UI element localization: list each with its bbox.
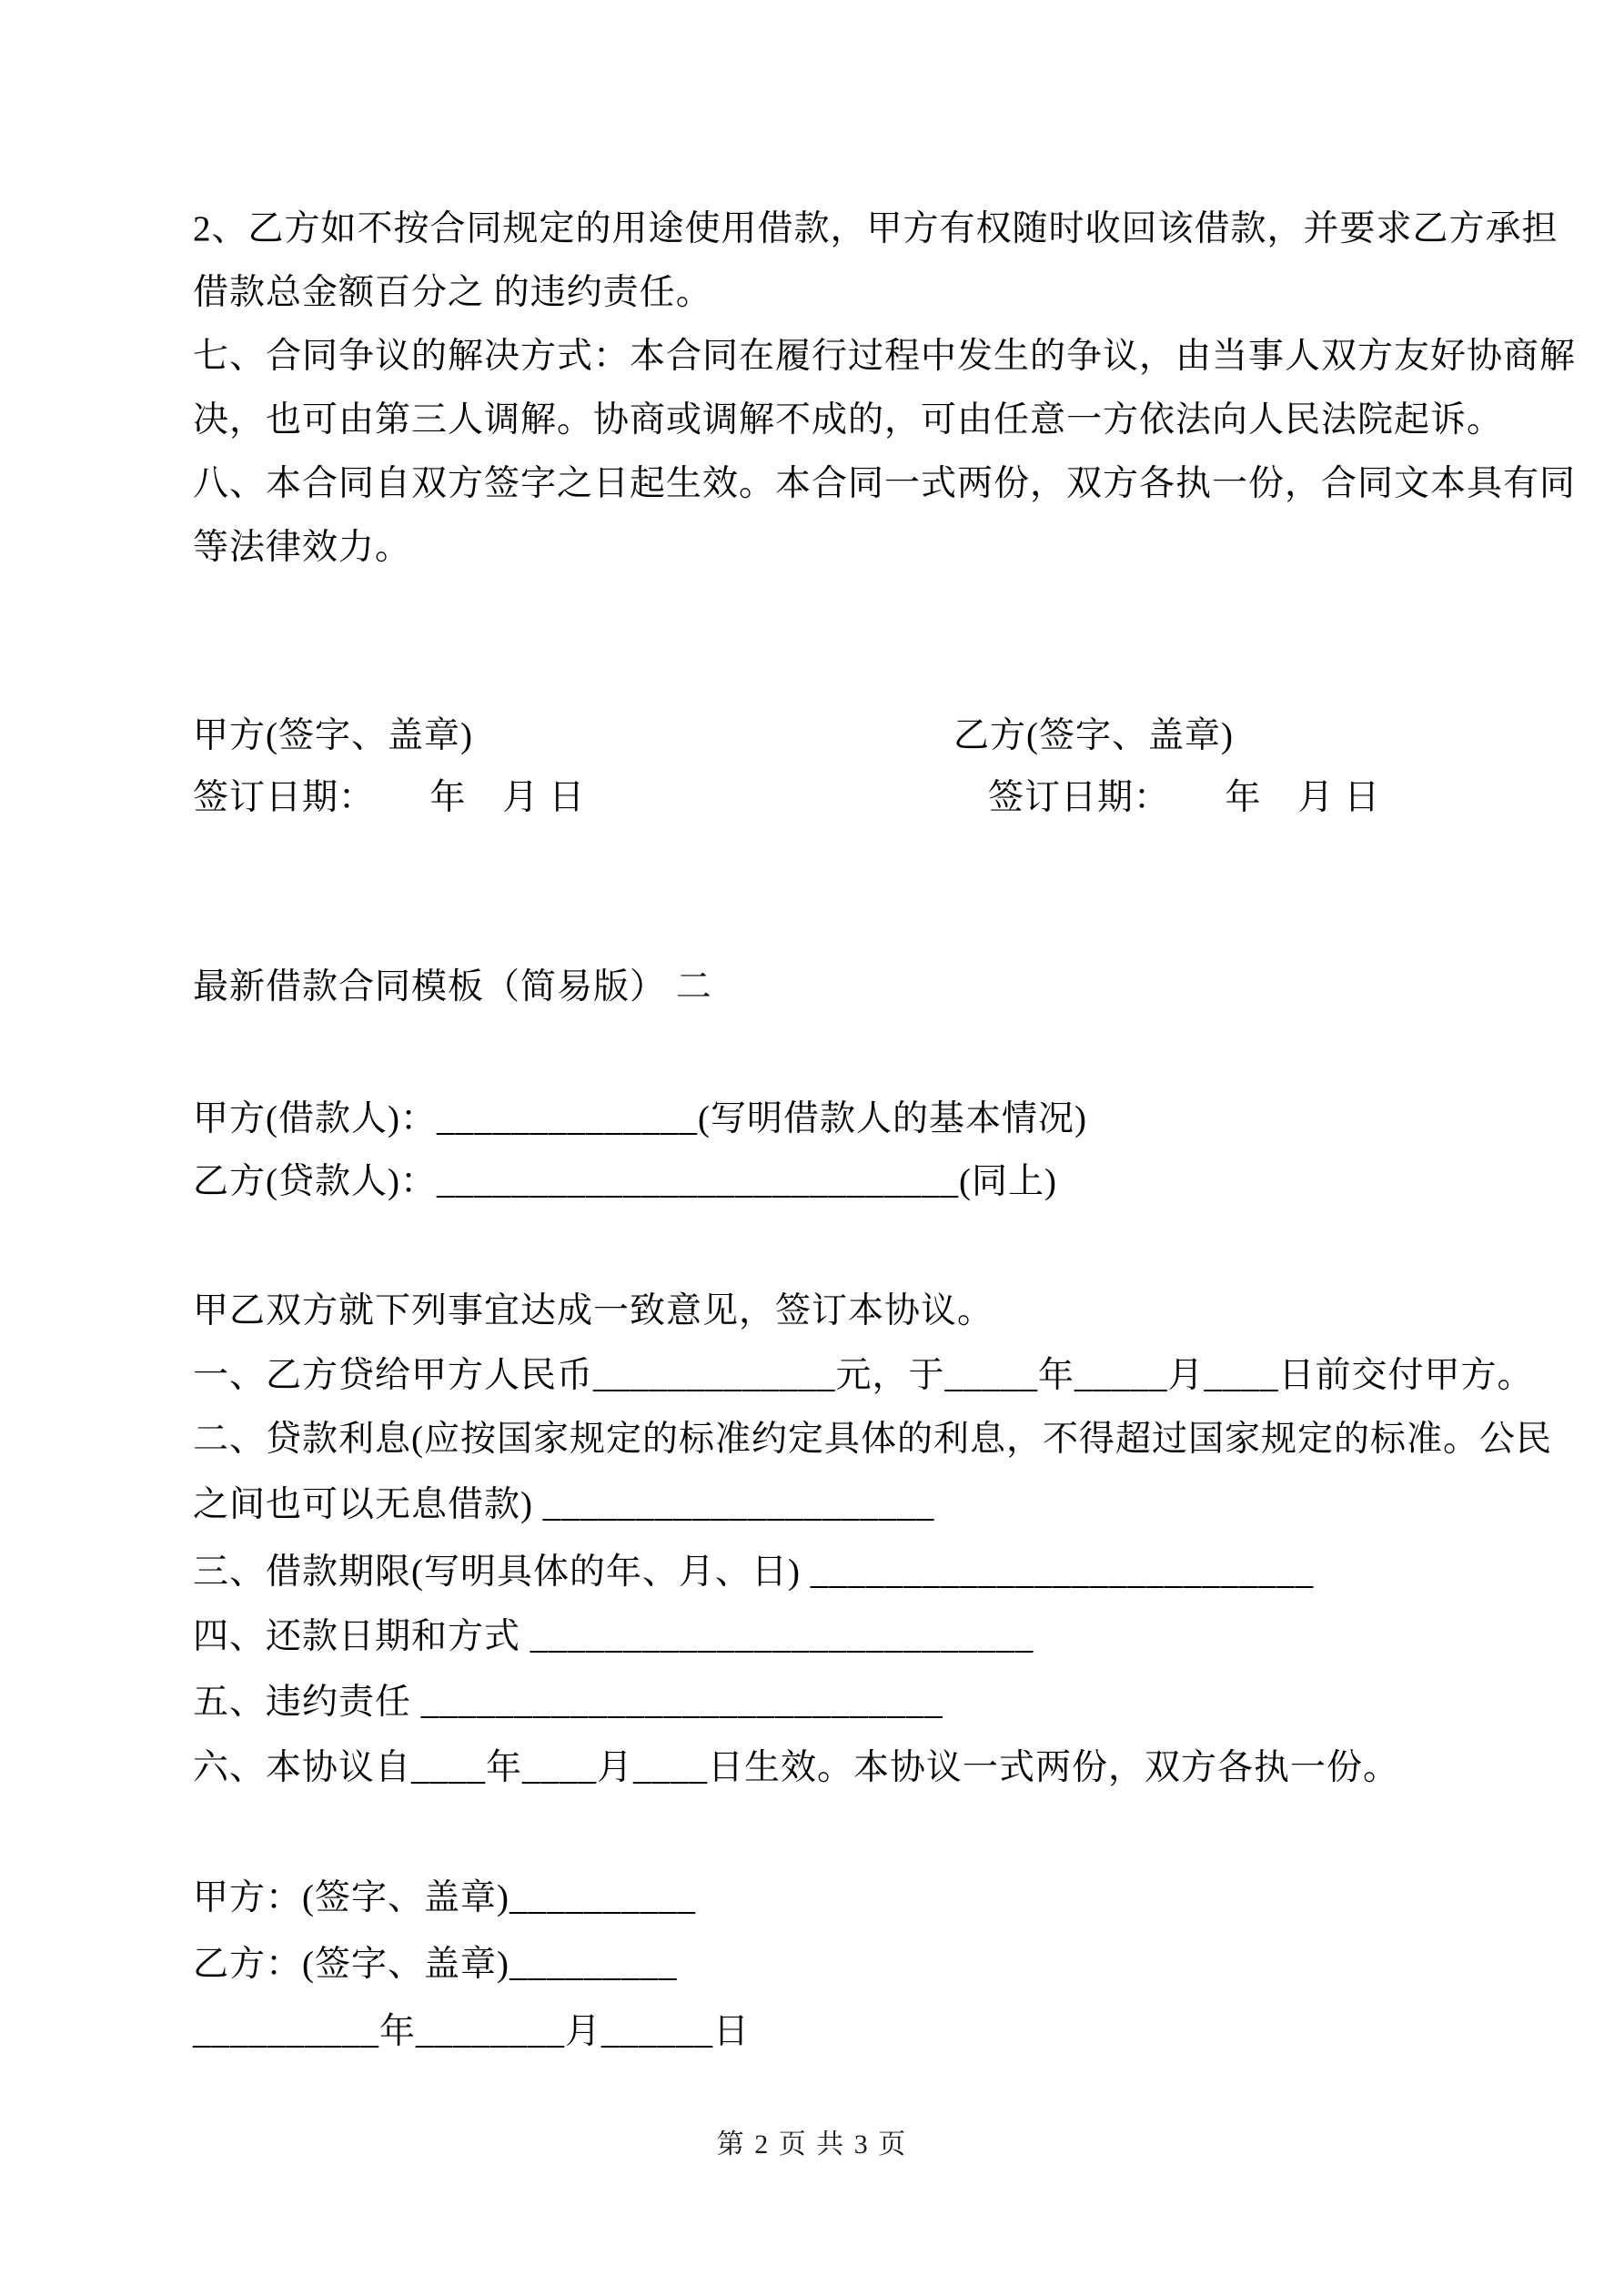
c2-clause2-line1: 二、贷款利息(应按国家规定的标准约定具体的利息，不得超过国家规定的标准。公民 (193, 1420, 1552, 1459)
c2-clause5: 五、违约责任 ____________________________ (193, 1683, 943, 1722)
c2-clause2-line2: 之间也可以无息借款) _____________________ (193, 1485, 935, 1524)
c1-party-b-sign-date: 签订日期： 年 月 日 (988, 778, 1381, 817)
c2-party-b-line: 乙方(贷款人)：____________________________(同上) (193, 1162, 1057, 1201)
c1-party-a-sign-date: 签订日期： 年 月 日 (193, 778, 586, 817)
c1-clause8-line1: 八、本合同自双方签字之日起生效。本合同一式两份，双方各执一份，合同文本具有同 (193, 464, 1577, 503)
c2-party-b-signature-line: 乙方：(签字、盖章)_________ (193, 1945, 678, 1984)
c2-clause4: 四、还款日期和方式 ___________________________ (193, 1617, 1034, 1656)
c2-intro: 甲乙双方就下列事宜达成一致意见，签订本协议。 (193, 1291, 994, 1330)
c1-clause7-line2: 决，也可由第三人调解。协商或调解不成的，可由任意一方依法向人民法院起诉。 (193, 400, 1504, 440)
c1-clause2-line1: 2、乙方如不按合同规定的用途使用借款，甲方有权随时收回该借款，并要求乙方承担 (193, 209, 1558, 248)
c1-party-b-signature-label: 乙方(签字、盖章) (953, 716, 1234, 755)
c2-party-a-signature-line: 甲方：(签字、盖章)__________ (193, 1878, 696, 1917)
c1-party-a-signature-label: 甲方(签字、盖章) (193, 716, 473, 755)
c2-party-a-line: 甲方(借款人)：______________(写明借款人的基本情况) (193, 1099, 1087, 1138)
c2-clause6: 六、本协议自____年____月____日生效。本协议一式两份，双方各执一份。 (193, 1748, 1400, 1787)
c1-clause7-line1: 七、合同争议的解决方式：本合同在履行过程中发生的争议，由当事人双方友好协商解 (193, 337, 1577, 376)
c2-signature-date-line: __________年________月______日 (193, 2012, 751, 2051)
c1-clause8-line2: 等法律效力。 (193, 528, 412, 567)
c2-clause3: 三、借款期限(写明具体的年、月、日) ___________________________ (193, 1553, 1315, 1592)
c2-title: 最新借款合同模板（简易版） 二 (193, 967, 712, 1006)
c2-clause1: 一、乙方贷给甲方人民币_____________元，于_____年_____月____日前交付甲方。 (193, 1356, 1534, 1395)
page-number-indicator: 第 2 页 共 3 页 (716, 2129, 908, 2159)
c1-clause2-line2: 借款总金额百分之 的违约责任。 (193, 273, 712, 312)
